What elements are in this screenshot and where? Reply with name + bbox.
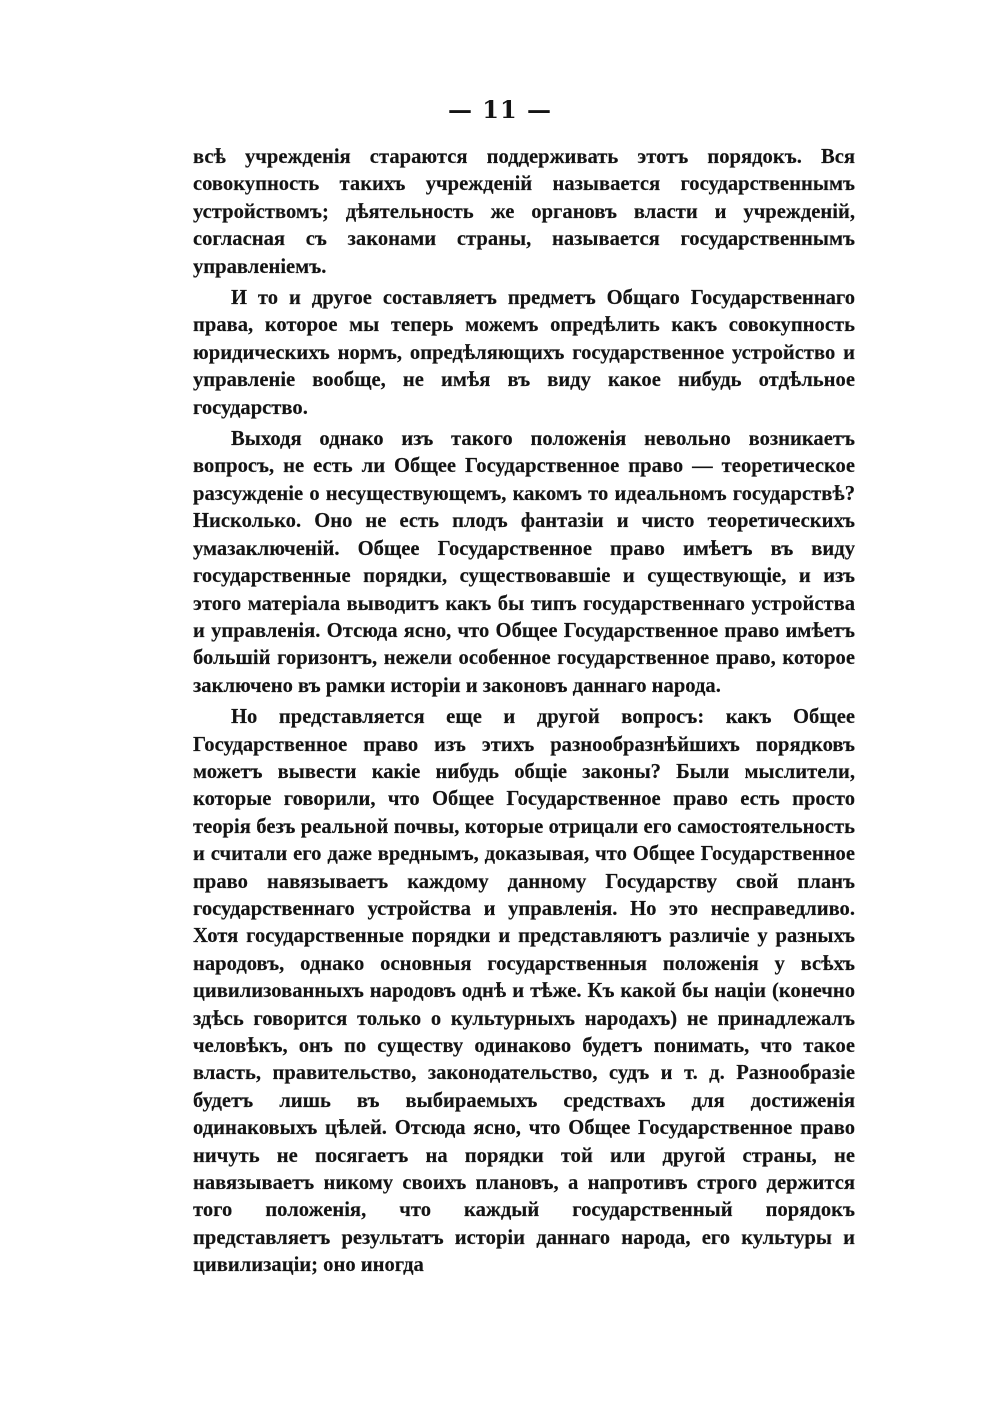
paragraph-1-continuation: всѣ учрежденія стараются поддерживать этотъ порядокъ. Вся совокупность такихъ учрежденій называется государственнымъ устройствомъ; дѣятельность же органовъ власти и учрежденій, согласная съ законами страны, называется государственнымъ управленіемъ.	[193, 146, 855, 278]
paragraph-2: И то и другое составляетъ предметъ Общаго Государственнаго права, которое мы теперь можемъ опредѣлить какъ совокупность юридическихъ нормъ, опредѣляющихъ государственное устройство и управленіе вообще, не имѣя въ виду какое нибудь отдѣльное государство.	[193, 287, 855, 419]
paragraph-3: Выходя однако изъ такого положенія невольно возникаетъ вопросъ, не есть ли Общее Государственное право — теоретическое разсужденіе о несуществующемъ, какомъ то идеальномъ государствѣ? Нисколько. Оно не есть плодъ фантазіи и чисто теоретическихъ умазаключеній. Общее Государственное право имѣетъ въ виду государственные порядки, существовавшіе и существующіе, и изъ этого матеріала выводитъ какъ бы типъ государственнаго устройства и управленія. Отсюда ясно, что Общее Государственное право имѣетъ большій горизонтъ, нежели особенное государственное право, которое заключено въ рамки исторіи и законовъ даннаго народа.	[193, 428, 855, 697]
body-text	[193, 144, 855, 1284]
page-number: — 11 —	[447, 95, 553, 124]
paragraph-4: Но представляется еще и другой вопросъ: какъ Общее Государственное право изъ этихъ разнообразнѣйшихъ порядковъ можетъ вывести какіе нибудь общіе законы? Были мыслители, которые говорили, что Общее Государственное право есть просто теорія безъ реальной почвы, которые отрицали его самостоятельность и считали его даже вреднымъ, доказывая, что Общее Государственное право навязываетъ каждому данному Государству свой планъ государственнаго устройства и управленія. Но это несправедливо. Хотя государственные порядки и представляютъ различіе у разныхъ народовъ, однако основныя государственныя положенія у всѣхъ цивилизованныхъ народовъ однѣ и тѣже. Къ какой бы націи (конечно здѣсь говорится только о культурныхъ народахъ) не принадлежалъ человѣкъ, онъ по существу одинаково будетъ понимать, что такое власть, правительство, законодательство, судъ и т. д. Разнообразіе будетъ лишь въ выбираемыхъ средствахъ для достиженія одинаковыхъ цѣлей. Отсюда ясно, что Общее Государственное право ничуть не посягаетъ на порядки той или другой страны, не навязываетъ никому своихъ плановъ, а напротивъ строго держится того положенія, что каждый государственный порядокъ представляетъ результатъ исторіи даннаго народа, его культуры и цивилизаціи; оно иногда	[193, 706, 855, 1277]
